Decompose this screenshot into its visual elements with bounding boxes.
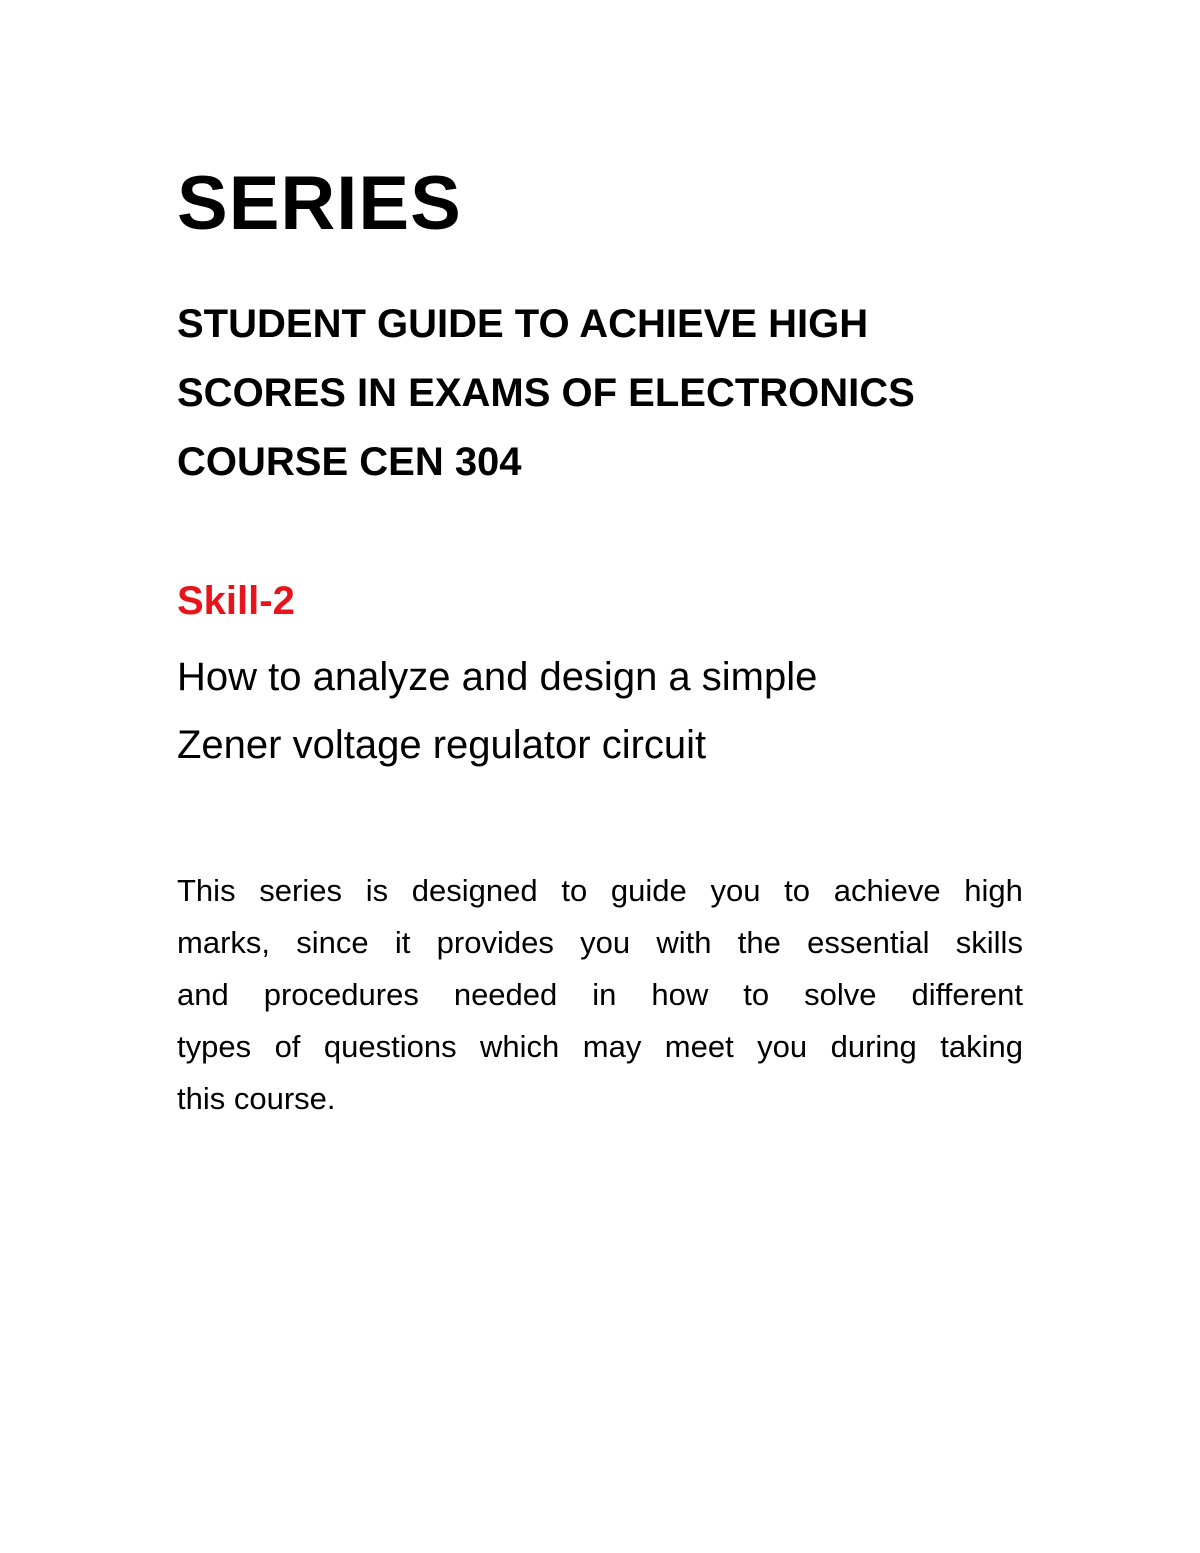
intro-word: different	[911, 977, 1023, 1012]
intro-paragraph	[177, 865, 1023, 1125]
cover-content	[177, 160, 1025, 1125]
intro-word: during	[830, 1029, 917, 1064]
intro-word: the	[737, 925, 781, 960]
intro-word: in	[592, 977, 617, 1012]
intro-word: to	[743, 977, 770, 1012]
series-title: SERIES	[177, 161, 462, 246]
intro-word: needed	[453, 977, 558, 1012]
intro-word: you	[710, 873, 761, 908]
intro-line	[177, 969, 1023, 1021]
intro-line	[177, 865, 1023, 917]
intro-word: you	[580, 925, 631, 960]
intro-word: essential	[807, 925, 930, 960]
intro-word: provides	[436, 925, 554, 960]
intro-word: to	[784, 873, 810, 908]
intro-word: high	[964, 873, 1023, 908]
intro-word: with	[656, 925, 712, 960]
skill-description	[177, 643, 1025, 779]
intro-word: solve	[804, 977, 877, 1012]
intro-word: series	[259, 873, 342, 908]
intro-word: is	[365, 873, 389, 908]
intro-word: meet	[664, 1029, 734, 1064]
intro-word: taking	[940, 1029, 1023, 1064]
skill-description-line: Zener voltage regulator circuit	[177, 723, 707, 767]
guide-title-line: SCORES IN EXAMS OF ELECTRONICS	[177, 371, 915, 415]
intro-word: questions	[323, 1029, 457, 1064]
intro-word: marks,	[177, 925, 270, 960]
intro-word: guide	[610, 873, 687, 908]
intro-line: this course.	[177, 1081, 336, 1116]
intro-word: you	[757, 1029, 808, 1064]
guide-title-line: COURSE CEN 304	[177, 440, 522, 484]
intro-word: designed	[411, 873, 538, 908]
skill-label: Skill-2	[177, 579, 295, 623]
intro-word: achieve	[833, 873, 941, 908]
guide-title	[177, 290, 977, 497]
intro-word: types	[177, 1029, 252, 1064]
intro-word: procedures	[263, 977, 419, 1012]
intro-line	[177, 917, 1023, 969]
intro-word: to	[561, 873, 588, 908]
intro-word: may	[582, 1029, 642, 1064]
intro-word: of	[274, 1029, 301, 1064]
guide-title-line: STUDENT GUIDE TO ACHIEVE HIGH	[177, 302, 869, 346]
intro-word: how	[651, 977, 709, 1012]
intro-word: and	[177, 977, 229, 1012]
intro-word: This	[177, 873, 236, 908]
intro-word: it	[394, 925, 411, 960]
skill-description-line: How to analyze and design a simple	[177, 655, 818, 699]
intro-word: skills	[955, 925, 1023, 960]
intro-word: since	[296, 925, 369, 960]
intro-word: which	[480, 1029, 560, 1064]
intro-line	[177, 1021, 1023, 1073]
